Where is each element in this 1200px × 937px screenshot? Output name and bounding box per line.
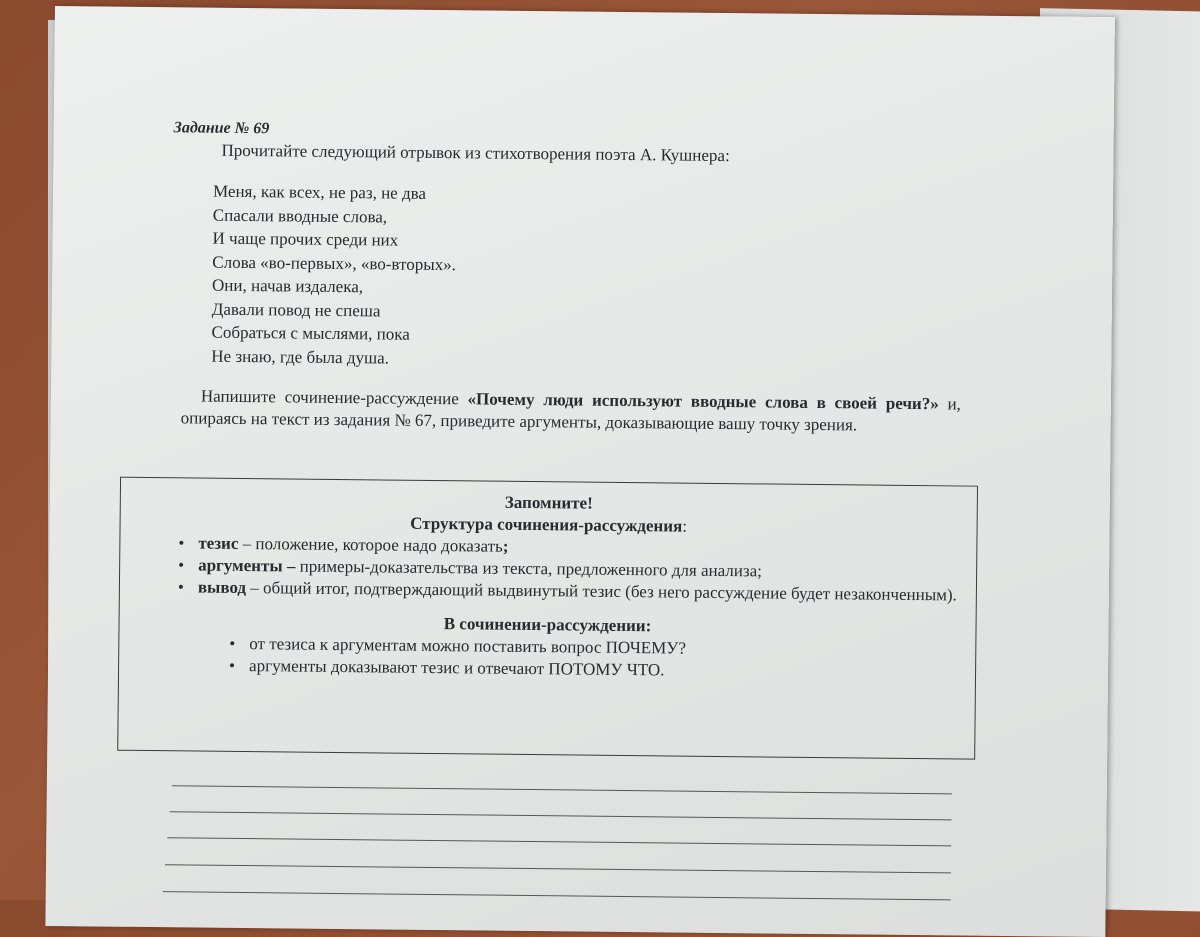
structure-list xyxy=(120,532,977,607)
item-dash: – xyxy=(238,534,255,553)
task-title: Задание № 69 xyxy=(174,119,270,138)
structure-title-text: Структура сочинения-рассуждения xyxy=(410,514,682,536)
essay-topic: «Почему люди используют вводные слова в своей речи?» xyxy=(467,389,938,413)
item-dash: – xyxy=(246,578,263,597)
item-end: ; xyxy=(503,537,509,556)
essay-item-text: аргументы доказывают тезис и отвечают ПОТОМУ ЧТО. xyxy=(249,656,665,679)
page-content xyxy=(46,6,1115,917)
poem-line: Собраться с мыслями, пока xyxy=(211,321,455,347)
poem-line: Слова «во-первых», «во-вторых». xyxy=(212,250,456,276)
poem-line: Спасали вводные слова, xyxy=(213,203,457,229)
answer-line xyxy=(165,864,951,873)
item-text: примеры-доказательства из текста, предложенного для анализа; xyxy=(300,557,762,581)
item-term: вывод xyxy=(198,578,246,598)
poem-line: Меня, как всех, не раз, не два xyxy=(213,180,457,206)
poem xyxy=(211,180,457,371)
poem-line: Давали повод не спеша xyxy=(212,297,456,323)
remember-heading: Запомните! xyxy=(121,488,977,519)
book-page xyxy=(45,6,1115,937)
remember-box xyxy=(117,477,978,760)
structure-colon: : xyxy=(682,517,687,536)
poem-line: Они, начав издалека, xyxy=(212,274,456,300)
answer-line xyxy=(167,837,951,846)
essay-item-text: от тезиса к аргументам можно поставить вопрос ПОЧЕМУ? xyxy=(249,634,686,658)
poem-line: Не знаю, где была душа. xyxy=(211,344,455,370)
item-text: положение, которое надо доказать xyxy=(255,534,503,556)
bullet-icon: • xyxy=(178,532,184,554)
essay-title: В сочинении-рассуждении: xyxy=(119,610,975,641)
answer-line xyxy=(172,785,952,794)
assignment-before: Напишите сочинение-рассуждение xyxy=(201,387,468,409)
poem-line: И чаще прочих среди них xyxy=(212,227,456,253)
bullet-icon: • xyxy=(229,633,235,655)
assignment-text xyxy=(181,385,961,437)
bullet-icon: • xyxy=(229,655,235,677)
essay-list xyxy=(119,632,975,685)
bullet-icon: • xyxy=(178,554,184,576)
assignment-after: и, опираясь на текст из задания № 67, приведите аргументы, доказывающие вашу точку зрения. xyxy=(181,394,961,434)
task-intro: Прочитайте следующий отрывок из стихотворения поэта А. Кушнера: xyxy=(221,141,729,166)
answer-line xyxy=(163,891,951,900)
item-text: общий итог, подтверждающий выдвинутый тезис (без него рассуждение будет незаконченным). xyxy=(263,578,957,604)
bullet-icon: • xyxy=(178,576,184,598)
item-term: аргументы – xyxy=(198,556,295,576)
answer-line xyxy=(170,811,952,820)
item-term: тезис xyxy=(198,534,238,553)
